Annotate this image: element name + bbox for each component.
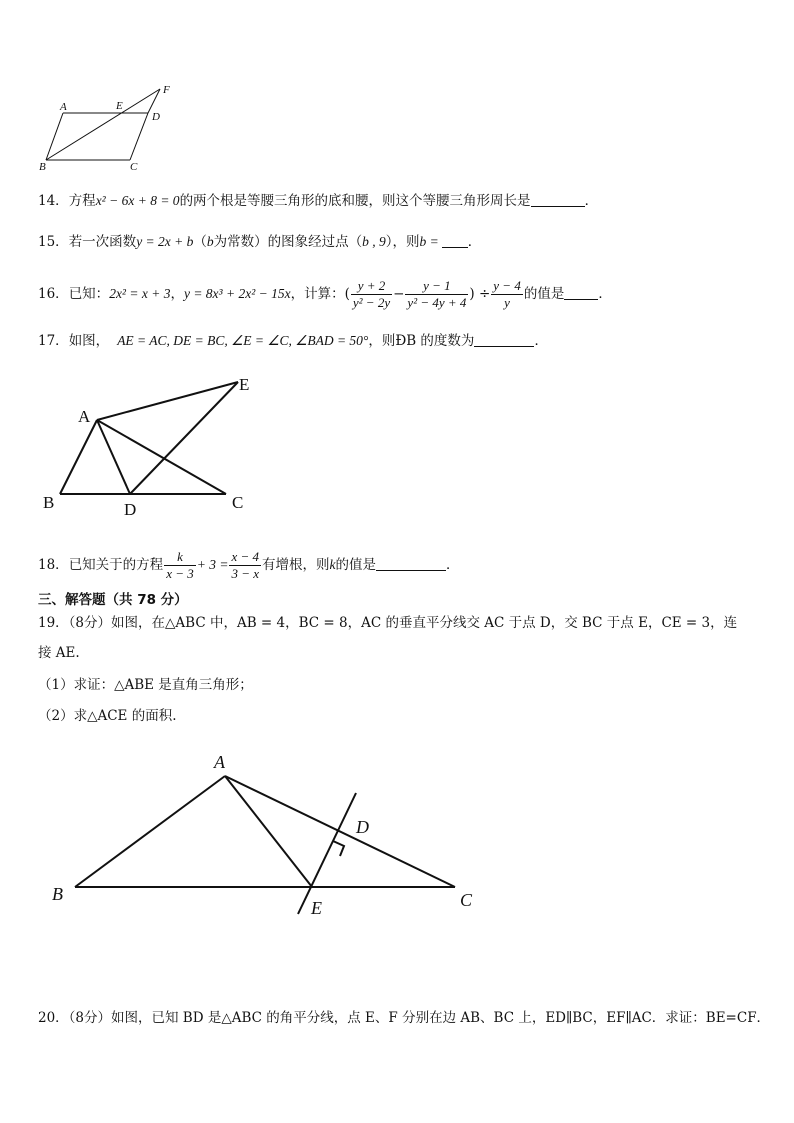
- label-E: E: [116, 100, 123, 112]
- segment-BF: [46, 89, 160, 160]
- figure-parallelogram: [30, 80, 190, 180]
- section-heading-3: 三、解答题（共 78 分）: [38, 592, 188, 608]
- segment-DC: [130, 113, 148, 160]
- question-14: 14．方程x² − 6x + 8 = 0的两个根是等腰三角形的底和腰，则这个等腰三角形周长是 ．: [38, 193, 599, 209]
- q15-answer-blank[interactable]: [442, 233, 468, 248]
- segment-AE: [97, 382, 238, 420]
- question-15: 15．若一次函数y = 2x + b（b为常数）的图象经过点（b , 9），则b = ．: [38, 234, 482, 250]
- question-20: 20．（8分）如图，已知 BD 是△ABC 的角平分线，点 E、F 分别在边 AB、BC 上，ED∥BC，EF∥AC．求证：BE=CF．: [38, 1010, 771, 1026]
- label-A: A: [78, 407, 91, 426]
- segment-AB: [60, 420, 97, 494]
- q14-number: 14．: [38, 193, 69, 209]
- question-17: 17．如图， AE = AC, DE = BC, ∠E = ∠C, ∠BAD = 50°，则ÐB 的度数为 ．: [38, 333, 548, 349]
- q14-post: 的两个根是等腰三角形的底和腰，则这个等腰三角形周长是: [179, 193, 531, 209]
- q16-fraction-3: $\frac{y - 4}{y}$: [493, 278, 521, 310]
- label-E: E: [239, 375, 250, 394]
- q16-fraction-1: $\frac{y + 2}{\text{y² − 2y}}$: [352, 278, 391, 310]
- q18-number: 18．: [38, 557, 69, 573]
- figure-triangles-q17: [38, 370, 268, 520]
- segment-AC: [97, 420, 226, 494]
- question-19-part-2: （2）求△ACE 的面积.: [38, 708, 177, 724]
- label-D: D: [124, 500, 137, 519]
- label-A: A: [214, 752, 225, 772]
- label-D: D: [356, 817, 369, 837]
- q18-fraction-1: $\frac{k}{x - 3}$: [166, 549, 194, 581]
- label-C: C: [232, 493, 244, 512]
- question-19-line-1: 19．（8分）如图，在△ABC 中，AB = 4，BC = 8，AC 的垂直平分线交 AC 于点 D，交 BC 于点 E，CE = 3，连: [38, 615, 738, 631]
- segment-AB: [46, 113, 63, 160]
- label-C: C: [460, 890, 473, 910]
- segment-DE: [130, 382, 238, 494]
- question-18: 18．已知关于的方程 $\frac{k}{x - 3}$ + 3 = $\frac{x - 4}{3 - x}$ 有增根，则k的值是 ．: [38, 549, 460, 581]
- segment-AB: [75, 776, 225, 887]
- question-16: 16．已知：2x² = x + 3，y = 8x³ + 2x² − 15x，计算：( $\frac{y + 2}{\text{y² − 2y}}$ − $\frac{y - 1}{\text{y² − 4y + 4}}$ ) ÷ $\frac{y - 4}{y}$ 的值是 ．: [38, 278, 612, 310]
- q14-equation: x² − 6x + 8 = 0: [95, 193, 180, 208]
- q18-answer-blank[interactable]: [376, 556, 446, 571]
- q15-equation: y = 2x + b: [136, 234, 194, 249]
- label-B: B: [52, 884, 63, 904]
- q14-answer-blank[interactable]: [531, 192, 585, 207]
- label-B: B: [43, 493, 55, 512]
- figure-triangle-q19: [40, 742, 500, 922]
- label-B: B: [39, 161, 46, 173]
- q16-number: 16．: [38, 286, 69, 302]
- q17-number: 17．: [38, 333, 69, 349]
- label-C: C: [130, 161, 138, 173]
- label-F: F: [163, 84, 170, 96]
- segment-AE: [225, 776, 312, 887]
- label-D: D: [152, 111, 160, 123]
- right-angle-mark: [333, 841, 344, 856]
- label-A: A: [60, 101, 67, 113]
- q17-answer-blank[interactable]: [474, 332, 534, 347]
- label-E: E: [311, 898, 322, 918]
- question-19-part-1: （1）求证：△ABE 是直角三角形；: [38, 677, 253, 693]
- q17-conditions: AE = AC, DE = BC, ∠E = ∠C, ∠BAD = 50°: [117, 333, 369, 348]
- question-19-line-2: 接 AE.: [38, 645, 80, 661]
- perpendicular-bisector: [298, 793, 356, 914]
- q15-number: 15．: [38, 234, 69, 250]
- q16-answer-blank[interactable]: [564, 285, 598, 300]
- q14-pre: 方程: [68, 193, 96, 209]
- segment-AC: [225, 776, 455, 887]
- segment-AD: [97, 420, 130, 494]
- q16-fraction-2: $\frac{y - 1}{\text{y² − 4y + 4}}$: [407, 278, 467, 310]
- q18-fraction-2: $\frac{x - 4}{3 - x}$: [231, 549, 260, 581]
